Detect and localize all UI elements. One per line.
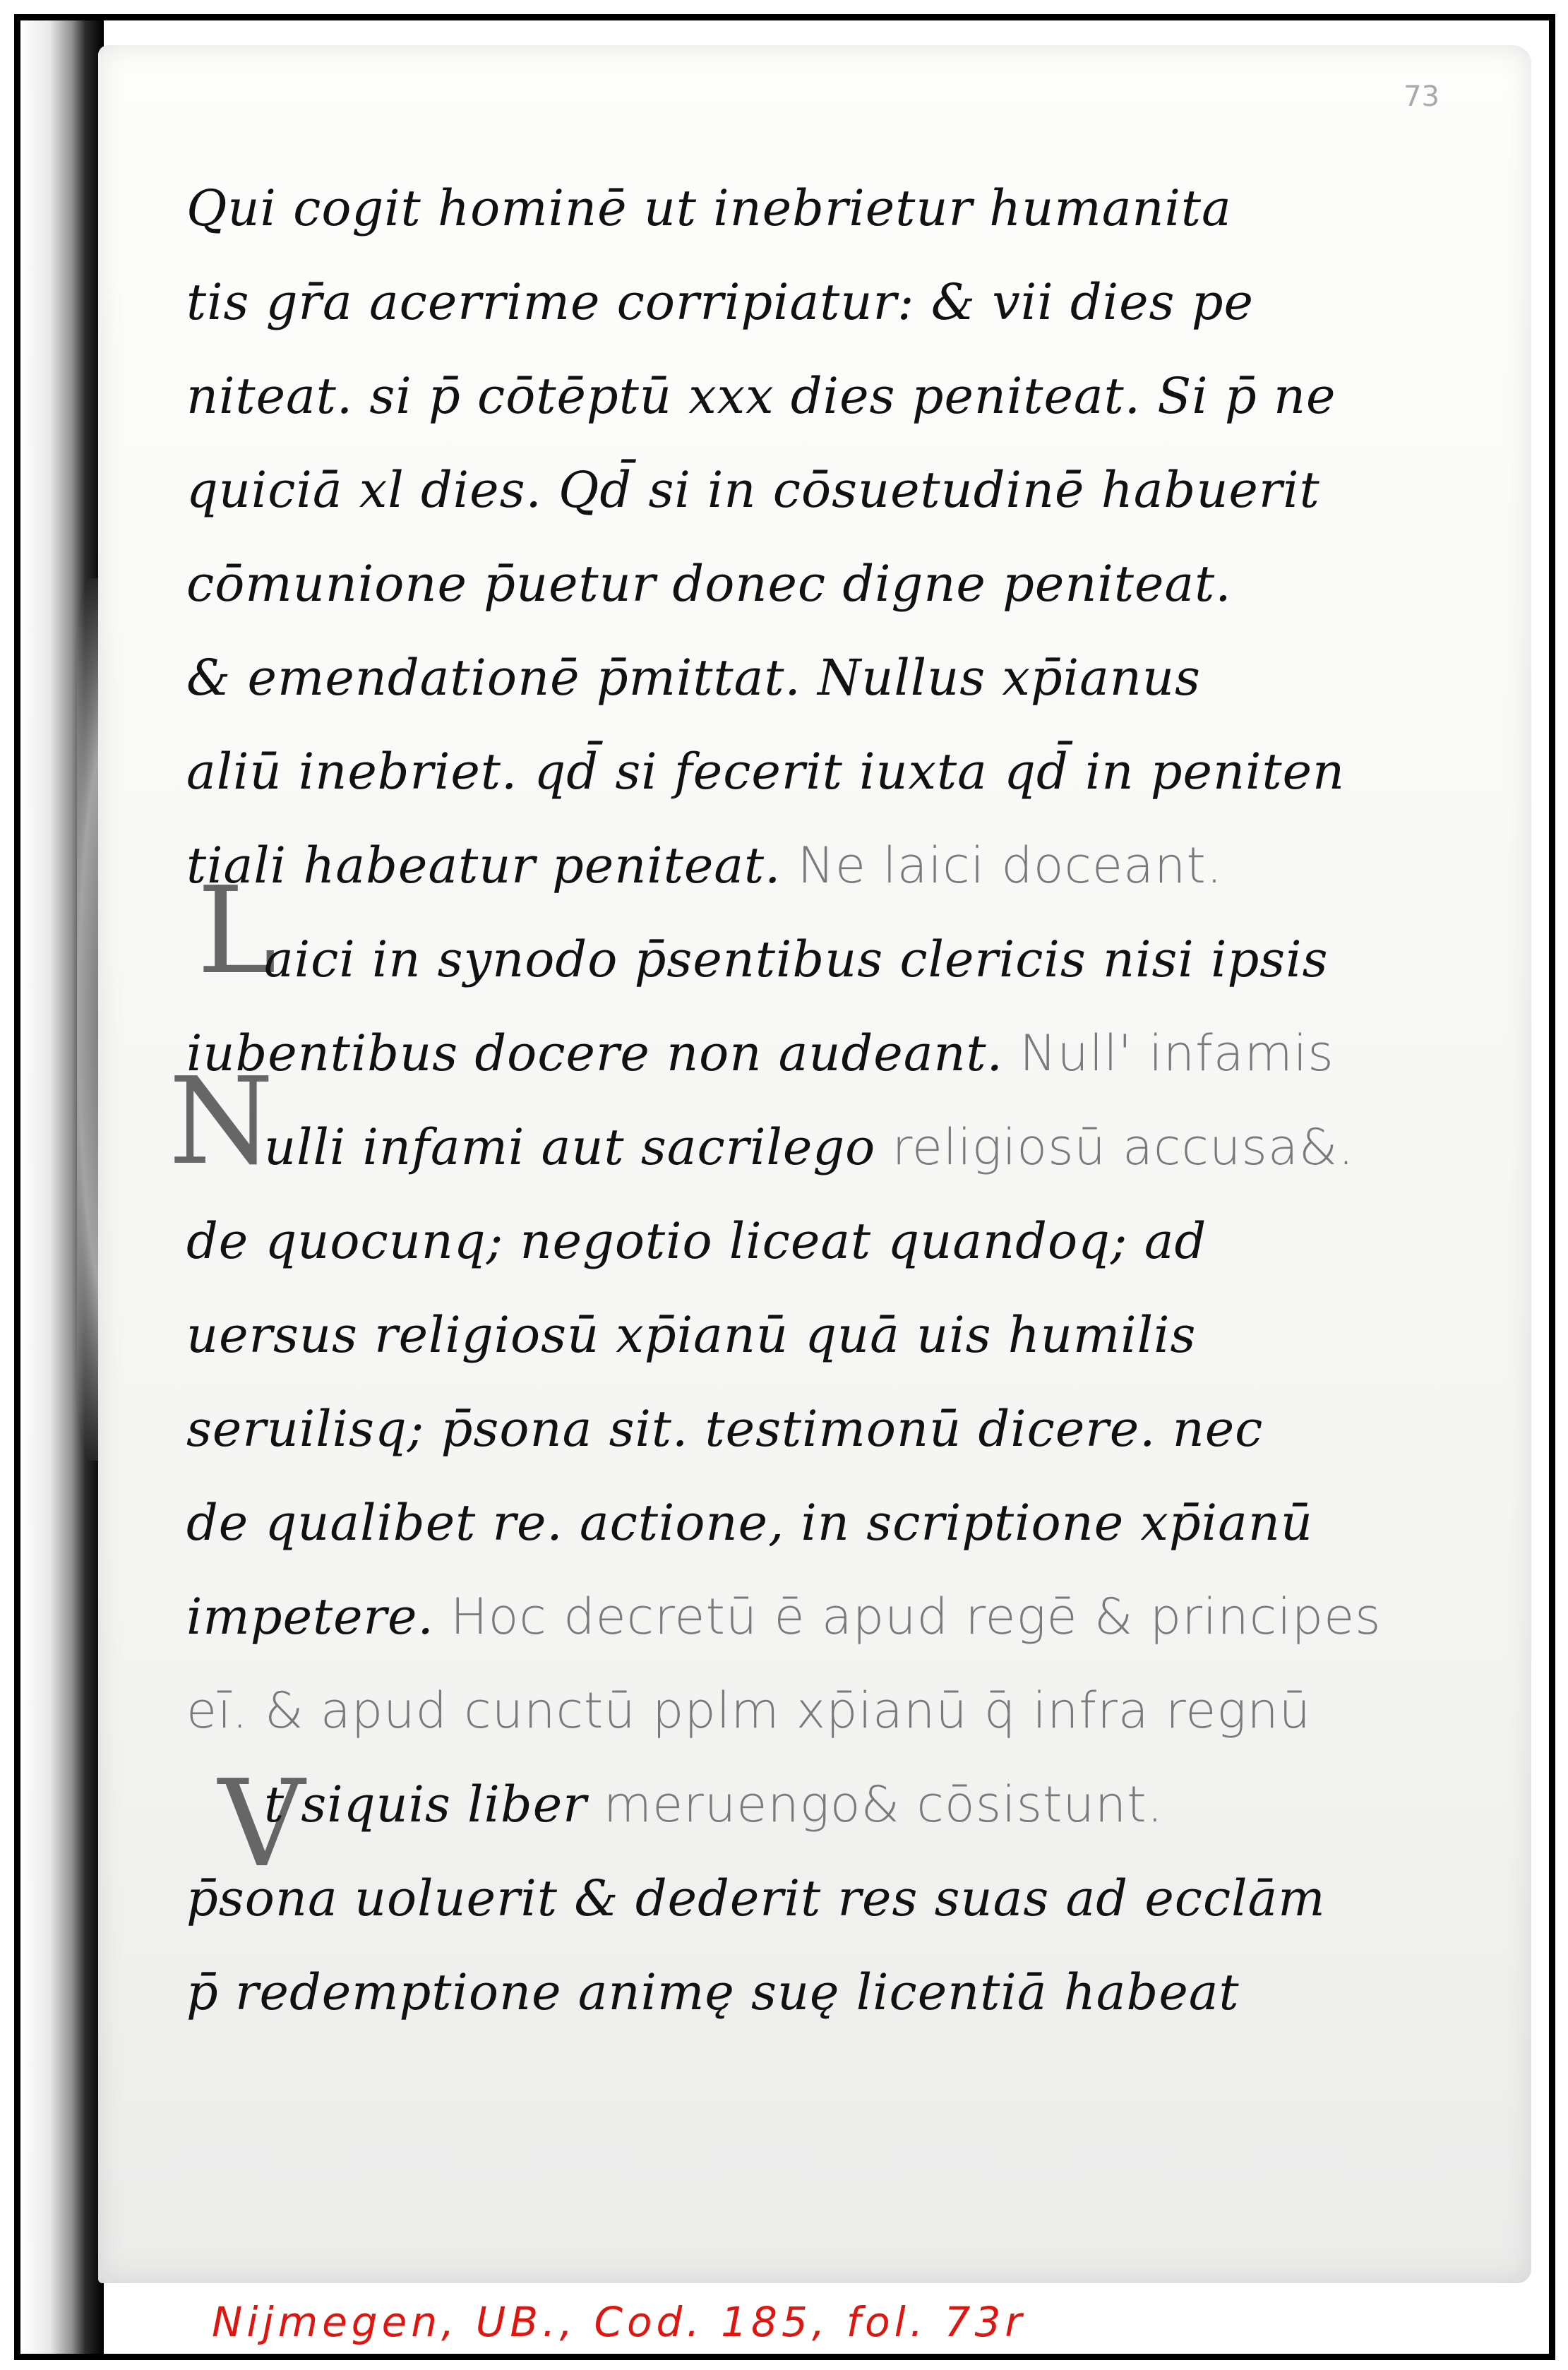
rubric: Ne laici doceant. [797,837,1223,894]
rubric: meruengo& cōsistunt. [603,1776,1163,1833]
initial-v: V [218,1754,305,1894]
text-line: p̄sona uoluerit & dederit res suas ad ecclām [186,1869,1326,1927]
text-line: aliū inebriet. qd̄ si fecerit iuxta qd̄ in peniten [186,743,1346,801]
initial-n: N [169,1052,274,1192]
photo-frame [14,14,1555,2360]
folio-number: 73 [1404,80,1440,113]
text-line: quiciā xl dies. Qd̄ si in cōsuetudinē habuerit [186,461,1320,519]
text-line: cōmunione p̄uetur donec digne peniteat. [186,555,1232,613]
text-line: impetere. Hoc decretū ē apud regē & principes [186,1588,1382,1646]
text-line: uersus religiosū xp̄ianū quā uis humilis [186,1306,1197,1364]
rubric: Null' infamis [1019,1024,1334,1082]
rubric: eī. & apud cunctū pplm xp̄ianū q̄ infra regnū [186,1682,1312,1740]
text-line: seruilisq; p̄sona sit. testimonū dicere. nec [186,1400,1264,1458]
text-line: p̄ redemptione animę suę licentiā habeat [186,1963,1240,2021]
text-line: ulli infami aut sacrilego religiosū accusa&. [264,1118,1355,1176]
text-line: tiali habeatur peniteat. Ne laici doceant. [186,837,1223,894]
shelfmark-caption: Nijmegen, UB., Cod. 185, fol. 73r [212,2298,1027,2346]
text-line: de quocunq; negotio liceat quandoq; ad [186,1212,1207,1270]
text-line: aici in synodo p̄sentibus clericis nisi ipsis [264,930,1329,988]
text-line: tis gr̄a acerrime corripiatur: & vii dies pe [186,273,1254,331]
text-line: iubentibus docere non audeant. Null' infamis [186,1024,1334,1082]
initial-l: L [197,861,277,1001]
text-line: de qualibet re. actione, in scriptione xp̄ianū [186,1494,1314,1552]
text-line [186,1664,1401,1758]
text-line: Qui cogit hominē ut inebrietur humanita [186,179,1232,237]
manuscript-text [186,162,1401,2040]
text-line: t siquis liber meruengo& cōsistunt. [264,1776,1163,1833]
text-line: & emendationē p̄mittat. Nullus xp̄ianus [186,649,1201,707]
rubric: religiosū accusa&. [892,1118,1355,1176]
rubric: Hoc decretū ē apud regē & principes [450,1588,1382,1646]
text-line: niteat. si p̄ cōtēptū xxx dies peniteat. Si p̄ ne [186,367,1336,425]
